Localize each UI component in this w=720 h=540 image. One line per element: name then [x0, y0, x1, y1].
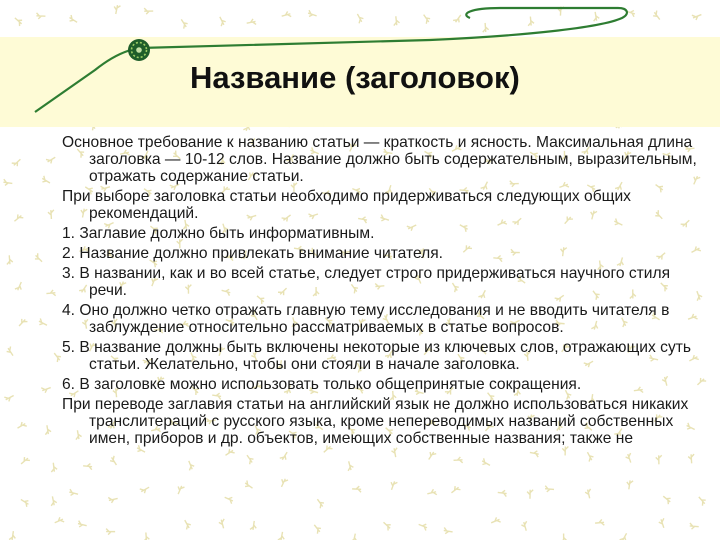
- pattern-sprig: [6, 255, 13, 264]
- pattern-sprig: [450, 485, 461, 495]
- pattern-sprig: [497, 489, 507, 496]
- pattern-sprig: [13, 213, 24, 223]
- pattern-sprig: [585, 489, 593, 499]
- pattern-sprig: [54, 516, 65, 525]
- pattern-sprig: [527, 490, 533, 499]
- pattern-sprig: [418, 522, 429, 531]
- pattern-sprig: [661, 494, 672, 504]
- pattern-sprig: [6, 346, 16, 357]
- body-paragraph: 2. Название должно привлекать внимание читателя.: [62, 245, 444, 262]
- pattern-sprig: [620, 532, 630, 540]
- pattern-sprig: [38, 318, 49, 327]
- body-paragraph: При выборе заголовка статьи необходимо придерживаться следующих общих рекомендаций.: [62, 188, 631, 222]
- pattern-sprig: [346, 461, 354, 471]
- body-paragraph: 5. В название должны быть включены некоторые из ключевых слов, отражающих суть статьи. Желательно, чтобы они стояли в начале заголовка.: [62, 339, 692, 373]
- pattern-sprig: [250, 521, 257, 531]
- body-paragraph: 1. Заглавие должно быть информативным.: [62, 225, 375, 242]
- pattern-sprig: [41, 176, 52, 186]
- pattern-sprig: [15, 281, 24, 292]
- pattern-sprig: [34, 253, 45, 264]
- pattern-sprig: [245, 453, 255, 464]
- pattern-sprig: [108, 496, 118, 504]
- pattern-sprig: [690, 523, 699, 530]
- pattern-sprig: [4, 393, 15, 403]
- body-paragraph: 4. Оно должно четко отражать главную тему исследования и не вводить читателя в заблуждение относительно рассматриваемых в статье вопросов.: [62, 302, 670, 336]
- pattern-sprig: [443, 527, 453, 534]
- pattern-sprig: [280, 451, 290, 462]
- pattern-sprig: [50, 462, 57, 472]
- pattern-sprig: [83, 463, 93, 470]
- pattern-sprig: [243, 481, 254, 491]
- pattern-sprig: [279, 477, 288, 488]
- pattern-sprig: [218, 519, 226, 529]
- pattern-sprig: [48, 210, 55, 219]
- pattern-sprig: [688, 454, 695, 463]
- body-paragraph: 6. В заголовке можно использовать только общепринятые сокращения.: [62, 376, 582, 393]
- pattern-sprig: [19, 456, 30, 466]
- pattern-sprig: [143, 532, 150, 540]
- pattern-sprig: [626, 480, 633, 490]
- pattern-sprig: [52, 351, 62, 362]
- pattern-sprig: [19, 497, 30, 507]
- pattern-sprig: [278, 531, 286, 540]
- pattern-sprig: [625, 453, 634, 463]
- pattern-sprig: [140, 485, 151, 495]
- body-paragraph: Основное требование к названию статьи — краткость и ясность. Максимальная длина заголовка — 10-12 слов. Название должно быть содержательным, выразительным, отражать содержание статьи.: [62, 134, 697, 185]
- pattern-sprig: [312, 523, 322, 534]
- pattern-sprig: [561, 534, 567, 540]
- pattern-sprig: [175, 485, 184, 496]
- pattern-sprig: [381, 520, 392, 531]
- pattern-sprig: [41, 385, 52, 394]
- pattern-sprig: [106, 529, 115, 535]
- pattern-sprig: [44, 425, 51, 435]
- pattern-sprig: [658, 518, 667, 528]
- pattern-sprig: [656, 455, 662, 464]
- pattern-sprig: [585, 451, 595, 462]
- pattern-sprig: [9, 531, 16, 540]
- pattern-sprig: [350, 533, 358, 540]
- pattern-sprig: [186, 460, 195, 471]
- pattern-sprig: [490, 517, 501, 526]
- pattern-sprig: [427, 489, 437, 497]
- pattern-sprig: [182, 519, 192, 530]
- pattern-sprig: [12, 157, 23, 167]
- pattern-sprig: [77, 521, 87, 529]
- pattern-sprig: [3, 179, 13, 186]
- pattern-sprig: [529, 449, 539, 457]
- pattern-sprig: [223, 494, 234, 503]
- pattern-sprig: [49, 496, 57, 506]
- ornament-bullet-icon: [128, 39, 150, 61]
- body-paragraph: 3. В названии, как и во всей статье, следует строго придерживаться научного стиля речи.: [62, 265, 671, 299]
- pattern-sprig: [697, 495, 707, 506]
- pattern-sprig: [481, 458, 492, 468]
- pattern-sprig: [46, 155, 57, 165]
- pattern-sprig: [109, 456, 119, 467]
- body-paragraph: При переводе заглавия статьи на английский язык не должно использоваться никаких транслитераций с русского языка, кроме непереводимых названий собственных имен, приборов и др. объектов, имеющих собственные названия; также не: [62, 396, 689, 447]
- pattern-sprig: [521, 521, 529, 531]
- pattern-sprig: [352, 486, 361, 492]
- pattern-sprig: [545, 486, 554, 493]
- pattern-sprig: [69, 489, 79, 497]
- pattern-sprig: [315, 497, 325, 508]
- pattern-sprig: [17, 317, 28, 328]
- slide-body: [62, 134, 712, 450]
- pattern-sprig: [453, 457, 462, 463]
- pattern-sprig: [389, 480, 398, 491]
- slide-title: Название (заголовок): [190, 60, 520, 95]
- pattern-sprig: [16, 421, 27, 431]
- pattern-sprig: [595, 519, 605, 526]
- pattern-sprig: [46, 290, 56, 297]
- pattern-sprig: [426, 450, 436, 461]
